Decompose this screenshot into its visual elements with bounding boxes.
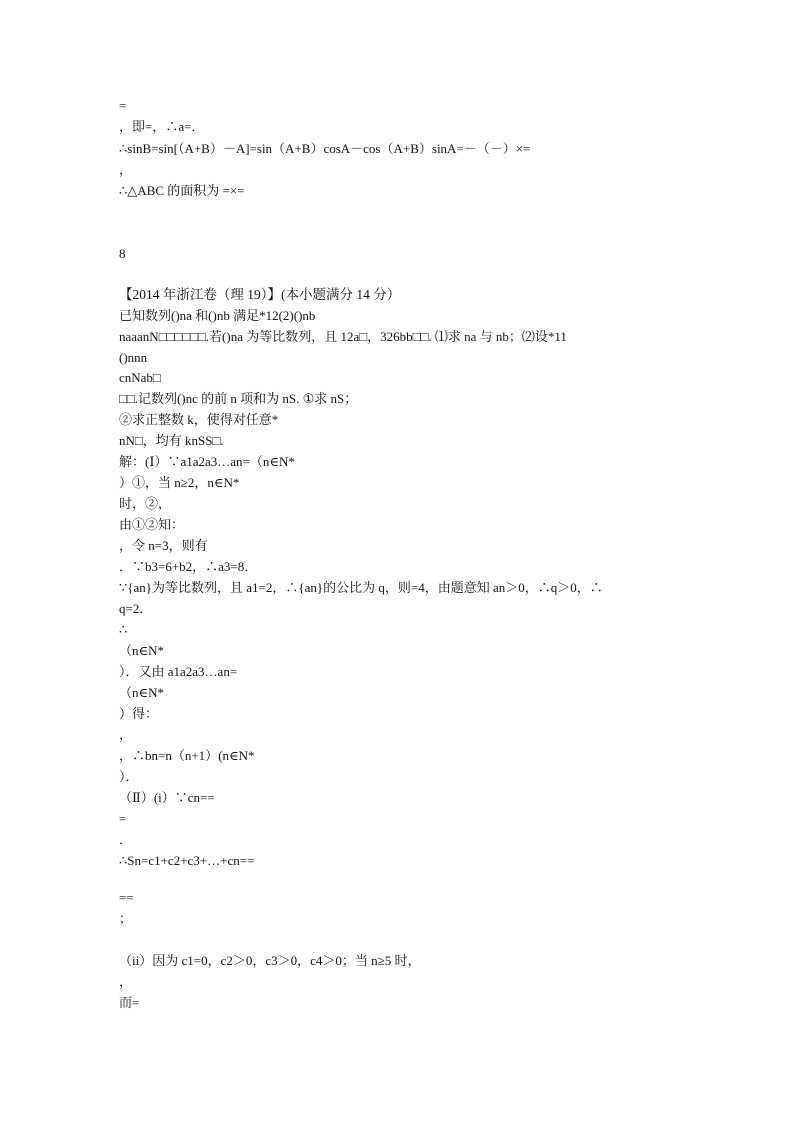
text-line: ， [119,162,133,177]
text-line: ∴Sn=c1+c2+c3+…+cn== [119,853,255,868]
text-line: ∴△ABC 的面积为 =×= [119,183,245,198]
text-line: == [119,890,134,905]
text-line: = [119,811,127,826]
text-line: naaanN□□□□□□.若()na 为等比数列，且 12a□，326bb□□. ⑴求 na 与 nb；⑵设*11 [119,329,567,344]
text-line: cnNab□ [119,370,161,385]
text-line: 解：(Ⅰ）∵a1a2a3…an=（n∈N* [119,454,295,469]
text-line: ）①，当 n≥2，n∈N* [119,475,240,490]
text-line: ， [119,974,133,989]
text-line: ()nnn [119,350,148,365]
text-line: nN□，均有 knSS□. [119,433,224,448]
text-line: ∴ [119,622,128,637]
text-line: ②求正整数 k，使得对任意* [119,412,279,427]
text-line: 已知数列()na 和()nb 满足*12(2)()nb [119,308,316,323]
text-line: 而= [119,995,140,1010]
problem-heading: 【2014 年浙江卷（理 19）】(本小题满分 14 分） [119,287,401,302]
text-line: ； [119,911,133,926]
text-line: ∴sinB=sin[（A+B）－A]=sin（A+B）cosA－cos（A+B）sinA=－（－）×= [119,141,531,156]
text-line: = [119,98,127,113]
text-line: 时，②， [119,496,172,511]
text-line: 由①②知： [119,517,185,532]
text-line: ， [119,727,133,742]
page-number: 8 [119,246,126,261]
text-line: ）得： [119,706,159,721]
text-line: ，∴bn=n（n+1）(n∈N* [119,748,255,763]
text-line: ，即=，∴a=． [119,119,205,134]
text-line: （n∈N* [119,685,165,700]
text-line: （Ⅱ）(i）∵cn== [119,790,215,805]
text-line: ∵{an}为等比数列，且 a1=2，∴{an}的公比为 q，则=4，由题意知 an＞0，∴q＞0，∴ [119,580,603,595]
text-line: ）． [119,769,139,784]
text-line: ，令 n=3，则有 [119,538,208,553]
text-line: （ii）因为 c1=0，c2＞0，c3＞0，c4＞0；当 n≥5 时， [119,953,421,968]
text-line: □□.记数列()nc 的前 n 项和为 nS. ①求 nS； [119,391,358,406]
text-line: q=2． [119,601,153,616]
text-line: ．∵b3=6+b2，∴a3=8． [119,559,258,574]
text-line: ）．又由 a1a2a3…an= [119,664,238,679]
text-line: （n∈N* [119,643,165,658]
text-line: ． [119,832,133,847]
